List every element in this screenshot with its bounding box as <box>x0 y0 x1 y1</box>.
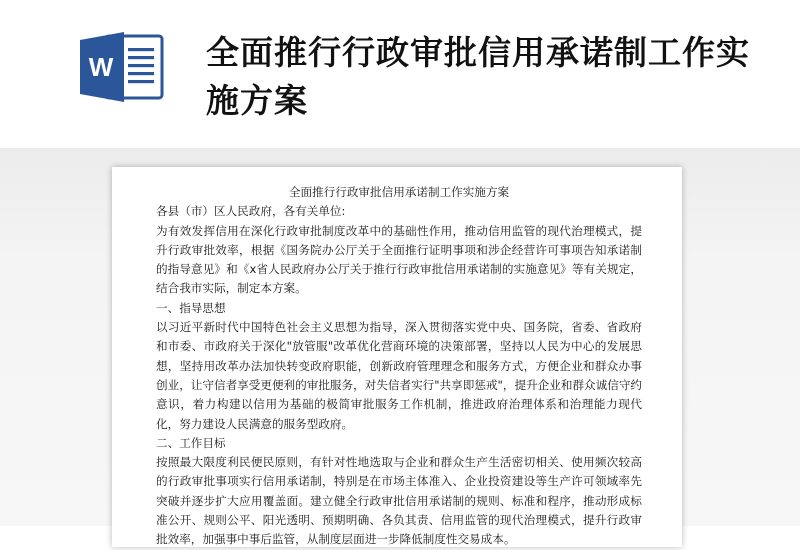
page-title: 全面推行行政审批信用承诺制工作实施方案 <box>206 33 750 120</box>
word-icon-letter: W <box>88 52 114 82</box>
salutation: 各县（市）区人民政府，各有关单位: <box>156 204 346 219</box>
word-document-icon <box>78 30 166 104</box>
document-title: 全面推行行政审批信用承诺制工作实施方案 <box>288 185 510 199</box>
section-paragraph: 以习近平新时代中国特色社会主义思想为指导，深入贯彻落实党中央、国务院，省委、省政府和市委、市政府关于深化"放管服"改革优化营商环境的决策部署，坚持以人民为中心的发展思想，坚持用改革办法加快转变政府职能，创新政府管理理念和服务方式，方便企业和群众办事创业，让守信者享受更便利的审批服务，对失信者实行"共享即惩戒"，提升企业和群众诚信守约意识，着力构建以信用为基础的极简审批服务工作机制，推进政府治理体系和治理能力现代化，努力建设人民满意的服务型政府。 <box>156 320 643 431</box>
section-heading: 一、指导思想 <box>156 300 226 315</box>
document-body <box>156 183 642 550</box>
section-heading: 二、工作目标 <box>156 435 226 450</box>
section-paragraph: 按照最大限度利民便民原则，有针对性地选取与企业和群众生产生活密切相关、使用频次较高的行政审批事项实行信用承诺制，特别是在市场主体准入、企业投资建设等生产许可领域率先突破并逐步扩大应用覆盖面。建立健全行政审批信用承诺制的规则、标准和程序，推动形成标准公开、规则公平、阳光透明、预期明确、各负其责、信用监管的现代治理模式，提升行政审批效率，加强事中事后监管，从制度层面进一步降低制度性交易成本。 <box>156 455 642 547</box>
intro-paragraph: 为有效发挥信用在深化行政审批制度改革中的基础性作用，推动信用监管的现代治理模式，提升行政审批效率，根据《国务院办公厅关于全面推行证明事项和涉企经营许可事项告知承诺制的指导意见》和《x省人民政府办公厅关于推行行政审批信用承诺制的实施意见》等有关规定，结合我市实际，制定本方案。 <box>156 223 642 296</box>
document-page <box>112 167 682 547</box>
header <box>0 0 800 150</box>
